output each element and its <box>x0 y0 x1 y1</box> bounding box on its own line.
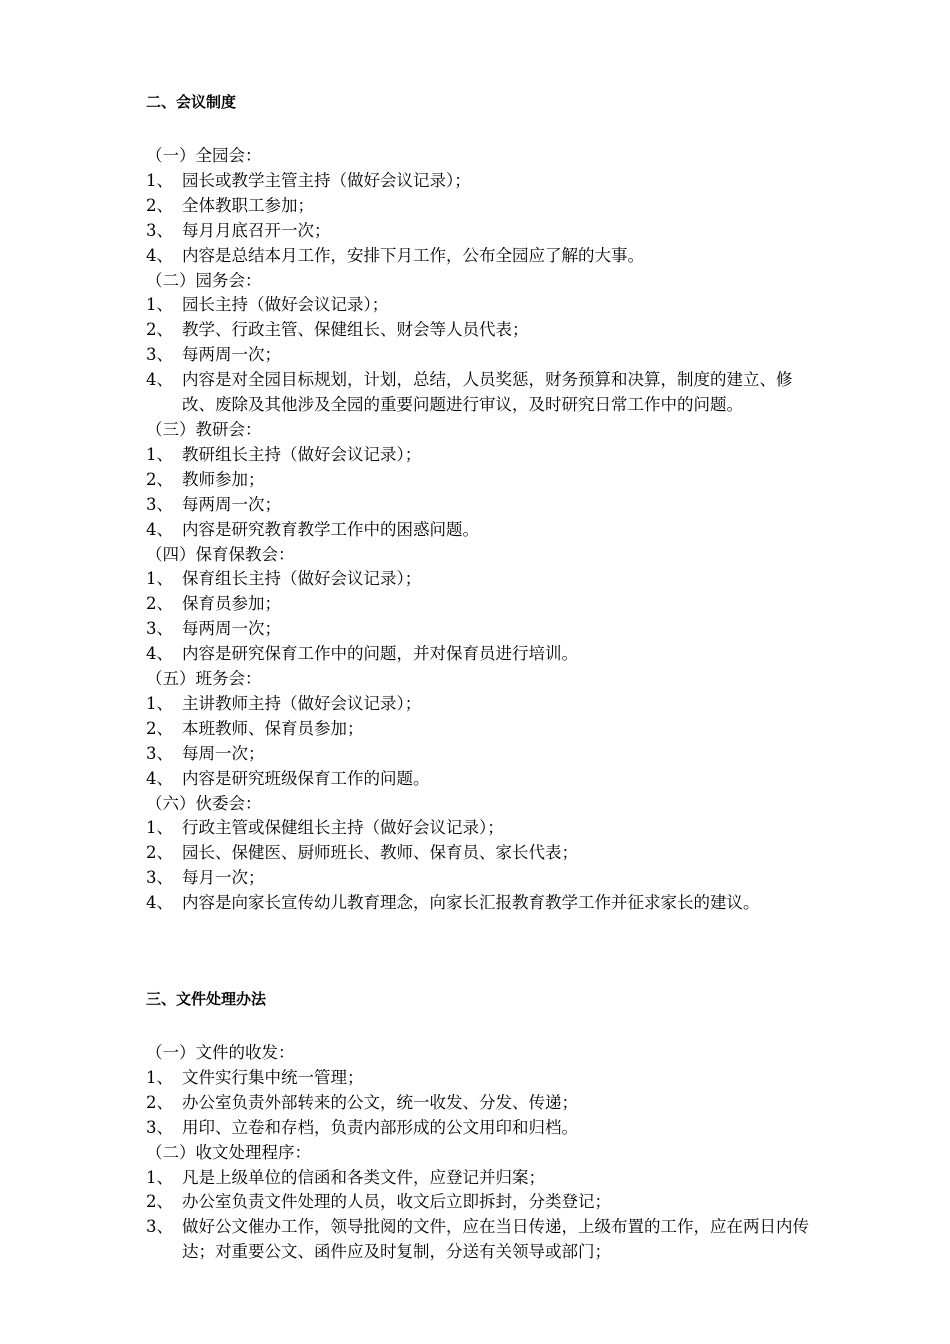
item-number: 4、 <box>146 768 173 788</box>
list-item <box>146 1116 818 1141</box>
group-title: （二）收文处理程序： <box>146 1142 311 1162</box>
list-item <box>146 1215 818 1265</box>
list-item <box>146 1091 818 1116</box>
list-item <box>146 742 818 767</box>
item-number: 4、 <box>146 370 173 390</box>
item-number: 2、 <box>146 469 173 489</box>
group-title: （二）园务会： <box>146 270 262 290</box>
list-item <box>146 767 818 792</box>
item-text: 内容是向家长宣传幼儿教育理念，向家长汇报教育教学工作并征求家长的建议。 <box>182 893 760 913</box>
group-title: （四）保育保教会： <box>146 544 295 564</box>
list-item <box>146 468 818 493</box>
item-number: 3、 <box>146 1217 173 1237</box>
group-title: （六）伙委会： <box>146 793 262 813</box>
item-number: 1、 <box>146 1167 173 1187</box>
list-item <box>146 841 818 866</box>
list-item <box>146 816 818 841</box>
item-number: 2、 <box>146 1192 173 1212</box>
item-number: 1、 <box>146 1067 173 1087</box>
list-item <box>146 617 818 642</box>
item-text: 每两周一次； <box>182 619 281 639</box>
item-text: 行政主管或保健组长主持（做好会议记录）； <box>182 818 504 838</box>
item-text: 凡是上级单位的信函和各类文件，应登记并归案； <box>182 1167 545 1187</box>
item-number: 1、 <box>146 295 173 315</box>
item-number: 2、 <box>146 594 173 614</box>
list-item <box>146 567 818 592</box>
item-number: 1、 <box>146 818 173 838</box>
item-text: 内容是研究教育教学工作中的困惑问题。 <box>182 519 479 539</box>
item-text: 保育员参加； <box>182 594 281 614</box>
item-text: 本班教师、保育员参加； <box>182 718 364 738</box>
list-item <box>146 244 818 269</box>
item-text: 内容是总结本月工作，安排下月工作，公布全园应了解的大事。 <box>182 245 644 265</box>
list-item <box>146 368 818 418</box>
item-number: 2、 <box>146 195 173 215</box>
list-item <box>146 219 818 244</box>
item-text: 内容是研究保育工作中的问题，并对保育员进行培训。 <box>182 644 578 664</box>
list-item <box>146 642 818 667</box>
item-number: 3、 <box>146 220 173 240</box>
list-item <box>146 1190 818 1215</box>
list-item <box>146 592 818 617</box>
section-heading-documents: 三、文件处理办法 <box>146 990 267 1008</box>
item-text: 用印、立卷和存档，负责内部形成的公文用印和归档。 <box>182 1117 578 1137</box>
item-number: 1、 <box>146 170 173 190</box>
item-text: 文件实行集中统一管理； <box>182 1067 364 1087</box>
item-text: 保育组长主持（做好会议记录）； <box>182 569 422 589</box>
item-text: 每周一次； <box>182 743 265 763</box>
list-item <box>146 1066 818 1091</box>
list-item <box>146 692 818 717</box>
item-number: 1、 <box>146 693 173 713</box>
item-text: 每两周一次； <box>182 345 281 365</box>
item-text: 做好公文催办工作，领导批阅的文件，应在当日传递，上级布置的工作，应在两日内传达；对重要公文、函件应及时复制，分送有关领导或部门； <box>182 1217 809 1262</box>
item-text: 全体教职工参加； <box>182 195 314 215</box>
list-item <box>146 518 818 543</box>
item-number: 4、 <box>146 893 173 913</box>
item-text: 办公室负责外部转来的公文，统一收发、分发、传递； <box>182 1092 578 1112</box>
item-text: 教研组长主持（做好会议记录）； <box>182 444 422 464</box>
item-number: 4、 <box>146 644 173 664</box>
group-title: （一）全园会： <box>146 146 262 165</box>
item-number: 4、 <box>146 245 173 265</box>
section-heading-meetings: 二、会议制度 <box>146 93 237 111</box>
item-text: 园长主持（做好会议记录）； <box>182 295 389 315</box>
group-title: （五）班务会： <box>146 669 262 689</box>
list-item <box>146 493 818 518</box>
list-item <box>146 891 818 916</box>
item-text: 内容是研究班级保育工作的问题。 <box>182 768 430 788</box>
list-item <box>146 169 818 194</box>
list-item <box>146 343 818 368</box>
item-number: 2、 <box>146 1092 173 1112</box>
section-meetings <box>146 144 818 916</box>
item-number: 2、 <box>146 320 173 340</box>
item-text: 园长、保健医、厨师班长、教师、保育员、家长代表； <box>182 843 578 863</box>
list-item <box>146 717 818 742</box>
item-number: 2、 <box>146 718 173 738</box>
item-number: 1、 <box>146 569 173 589</box>
list-item <box>146 1166 818 1191</box>
item-text: 园长或教学主管主持（做好会议记录）； <box>182 170 471 190</box>
item-number: 4、 <box>146 519 173 539</box>
item-number: 3、 <box>146 1117 173 1137</box>
group-title: （一）文件的收发： <box>146 1043 295 1062</box>
item-number: 3、 <box>146 619 173 639</box>
item-text: 主讲教师主持（做好会议记录）； <box>182 693 422 713</box>
item-number: 3、 <box>146 868 173 888</box>
item-text: 每两周一次； <box>182 494 281 514</box>
list-item <box>146 194 818 219</box>
item-text: 每月月底召开一次； <box>182 220 331 240</box>
item-text: 教师参加； <box>182 469 265 489</box>
list-item <box>146 443 818 468</box>
item-number: 1、 <box>146 444 173 464</box>
item-text: 每月一次； <box>182 868 265 888</box>
item-number: 2、 <box>146 843 173 863</box>
item-text: 教学、行政主管、保健组长、财会等人员代表； <box>182 320 529 340</box>
group-title: （三）教研会： <box>146 419 262 439</box>
item-text: 内容是对全园目标规划，计划，总结，人员奖惩，财务预算和决算，制度的建立、修改、废除及其他涉及全园的重要问题进行审议，及时研究日常工作中的问题。 <box>182 370 793 415</box>
section-documents <box>146 1041 818 1265</box>
item-number: 3、 <box>146 345 173 365</box>
item-text: 办公室负责文件处理的人员，收文后立即拆封，分类登记； <box>182 1192 611 1212</box>
item-number: 3、 <box>146 743 173 763</box>
list-item <box>146 293 818 318</box>
list-item <box>146 866 818 891</box>
list-item <box>146 318 818 343</box>
item-number: 3、 <box>146 494 173 514</box>
